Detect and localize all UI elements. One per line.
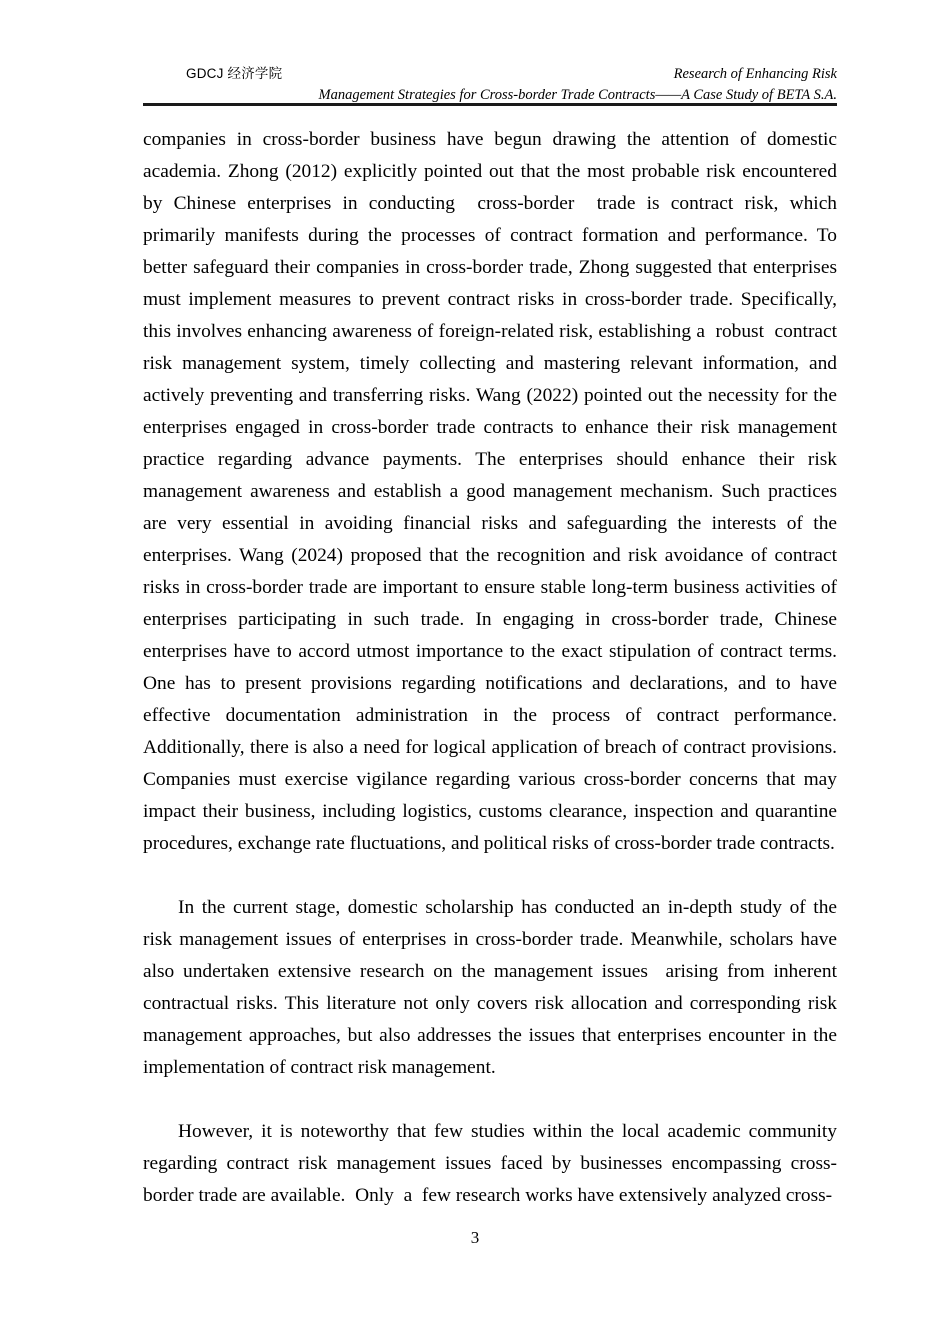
header-divider-rule [143, 103, 837, 106]
page-header [143, 62, 837, 104]
paragraph-spacer [143, 1084, 837, 1116]
page-number: 3 [470, 1228, 480, 1247]
body-paragraph-2: In the current stage, domestic scholarship has conducted an in-depth study of the risk management issues of enterprises in cross-border trade. Meanwhile, scholars have also undertaken extensive research on the management issues arising from inherent contractual risks. This literature not only covers risk allocation and corresponding risk management approaches, but also addresses the issues that enterprises encounter in the implementation of contract risk management. [143, 897, 842, 1078]
body-paragraph-1: companies in cross-border business have begun drawing the attention of domestic academia. Zhong (2012) explicitly pointed out that the most probable risk encountered by Chinese enterprises in conducting cross-border trade is contract risk, which primarily manifests during the processes of contract formation and performance. To better safeguard their companies in cross-border trade, Zhong suggested that enterprises must implement measures to prevent contract risks in cross-border trade. Specifically, this involves enhancing awareness of foreign-related risk, establishing a robust contract risk management system, timely collecting and mastering relevant information, and actively preventing and transferring risks. Wang (2022) pointed out the necessity for the enterprises engaged in cross-border trade contracts to enhance their risk management practice regarding advance payments. The enterprises should enhance their risk management awareness and establish a good management mechanism. Such practices are very essential in avoiding financial risks and safeguarding the interests of the enterprises. Wang (2024) proposed that the recognition and risk avoidance of contract risks in cross-border trade are important to ensure stable long-term business activities of enterprises participating in such trade. In engaging in cross-border trade, Chinese enterprises have to accord utmost importance to the exact stipulation of contract terms. One has to present provisions regarding notifications and declarations, and to have effective documentation administration in the process of contract performance. Additionally, there is also a need for logical application of breach of contract provisions. Companies must exercise vigilance regarding various cross-border concerns that may impact their business, including logistics, customs clearance, inspection and quarantine procedures, exchange rate fluctuations, and political risks of cross-border trade contracts. [143, 129, 842, 854]
header-title-line1: Research of Enhancing Risk [673, 66, 837, 82]
paragraph-spacer [143, 860, 837, 892]
header-title-line2: Management Strategies for Cross-border Trade Contracts——A Case Study of BETA S.A. [318, 87, 837, 103]
document-body [143, 124, 842, 1212]
page-footer [0, 1228, 950, 1248]
header-institution-label: GDCJ 经济学院 [186, 66, 283, 81]
header-top-row [143, 62, 837, 83]
body-paragraph-3: However, it is noteworthy that few studies within the local academic community regarding contract risk management issues faced by businesses encompassing cross-border trade are available. Only a few research works have extensively analyzed cross- [143, 1121, 842, 1206]
